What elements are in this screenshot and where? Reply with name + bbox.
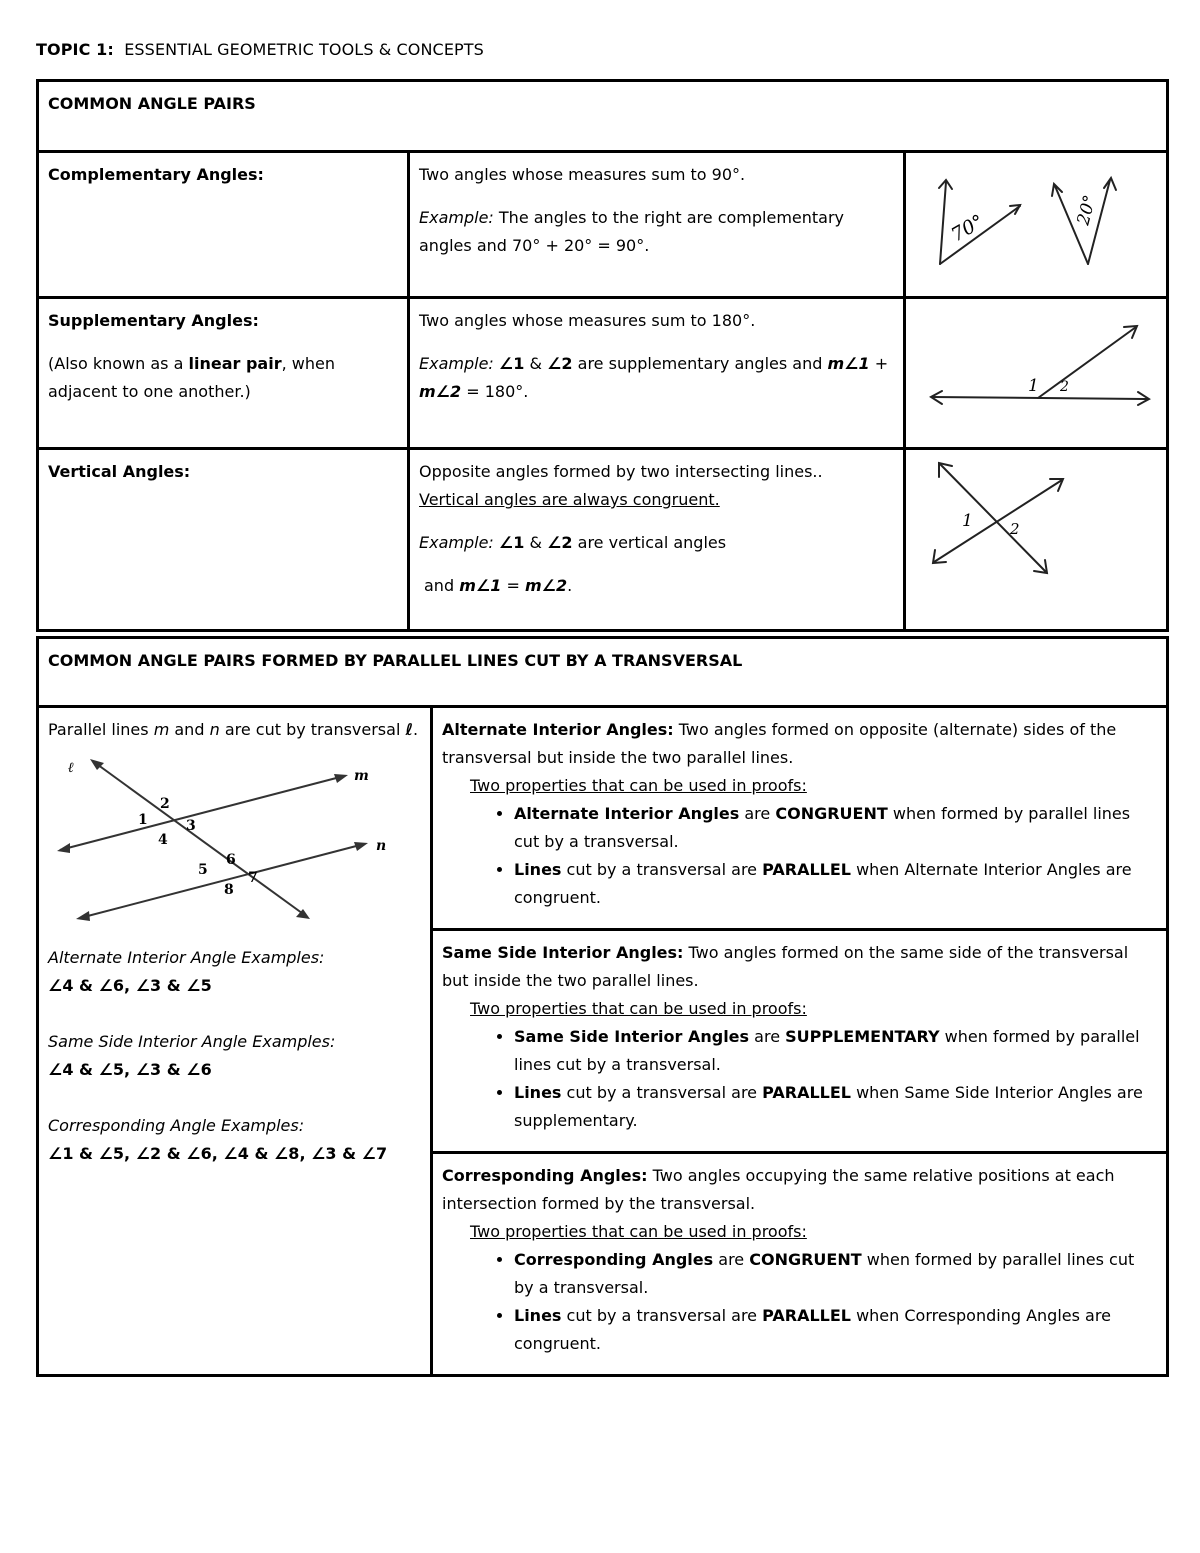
- label-n: n: [376, 838, 387, 854]
- same-side-examples: [48, 1028, 421, 1084]
- complementary-row: [38, 152, 1168, 298]
- label-8: 8: [224, 882, 234, 898]
- label-4: 4: [158, 832, 168, 848]
- corr-prop-1-mid: are: [718, 1250, 745, 1269]
- comp-label-20: 20°: [1073, 192, 1101, 227]
- complementary-figure-cell: [905, 152, 1168, 298]
- supplementary-definition: Two angles whose measures sum to 180°.: [419, 311, 756, 330]
- vertical-example-label: Example:: [419, 533, 494, 552]
- supplementary-example-label: Example:: [419, 354, 494, 373]
- page-title-topic: TOPIC 1:: [36, 40, 114, 59]
- intro-n: n: [209, 720, 220, 739]
- vertical-example: [419, 529, 894, 557]
- label-3: 3: [186, 818, 196, 834]
- same-prop-1-end: when formed by parallel lines cut by a transversal.: [514, 1027, 1140, 1074]
- vert-label-2: 2: [1010, 520, 1020, 538]
- alt-examples: [48, 944, 421, 1000]
- intro-text-3: are cut by transversal: [224, 720, 401, 739]
- corr-examples-values: ∠1 & ∠5, ∠2 & ∠6, ∠4 & ∠8, ∠3 & ∠7: [48, 1144, 388, 1163]
- corr-prop-2-end: when Corresponding Angles are congruent.: [514, 1306, 1111, 1353]
- same-props-heading: Two properties that can be used in proofs:: [470, 999, 807, 1018]
- same-prop-1-caps: SUPPLEMENTARY: [785, 1027, 940, 1046]
- vertical-row: [38, 449, 1168, 631]
- vert-line-2: [934, 480, 1062, 562]
- vert-measure-2: m∠2: [524, 576, 568, 595]
- intro-text-4: .: [413, 720, 419, 739]
- vertical-definition: Opposite angles formed by two intersecting lines..: [419, 462, 823, 481]
- same-prop-2-caps: PARALLEL: [762, 1083, 851, 1102]
- same-examples-title: Same Side Interior Angle Examples:: [48, 1032, 336, 1051]
- alt-prop-1-caps: CONGRUENT: [775, 804, 888, 823]
- corr-prop-2: [514, 1302, 1157, 1358]
- intro-text-1: Parallel lines: [48, 720, 149, 739]
- vert-amp: &: [529, 533, 542, 552]
- section2-header: COMMON ANGLE PAIRS FORMED BY PARALLEL LINES CUT BY A TRANSVERSAL: [38, 638, 1168, 707]
- intro-text-2: and: [174, 720, 205, 739]
- alt-prop-1: [514, 800, 1157, 856]
- corr-def: [442, 1162, 1157, 1218]
- alt-prop-2-end: when Alternate Interior Angles are congruent.: [514, 860, 1132, 907]
- supplementary-note-pre: (Also known as a: [48, 354, 184, 373]
- supp-measure-2: m∠2: [419, 382, 462, 401]
- alt-prop-1-bold: Alternate Interior Angles: [514, 804, 740, 823]
- complementary-example-text: The angles to the right are complementary angles and 70° + 20° = 90°.: [419, 208, 845, 255]
- label-2: 2: [160, 796, 170, 812]
- corr-prop-1-bold: Corresponding Angles: [514, 1250, 714, 1269]
- same-side-interior-cell: [432, 930, 1168, 1153]
- transversal-l: [94, 762, 306, 916]
- alt-examples-values: ∠4 & ∠6, ∠3 & ∠5: [48, 976, 212, 995]
- line-m: [60, 776, 344, 850]
- supp-ray: [1038, 327, 1136, 398]
- alt-prop-1-end: when formed by parallel lines cut by a transversal.: [514, 804, 1131, 851]
- alt-props-list: [442, 800, 1157, 912]
- comp-arrow-2b: [1104, 178, 1116, 190]
- complementary-label: Complementary Angles:: [48, 165, 264, 184]
- vertical-label: Vertical Angles:: [48, 462, 191, 481]
- transversal-examples-cell: [38, 707, 432, 1376]
- alt-prop-1-mid: are: [744, 804, 771, 823]
- same-prop-1-mid: are: [754, 1027, 781, 1046]
- vert-measure-1: m∠1: [459, 576, 502, 595]
- corr-definition: Two angles occupying the same relative positions at each intersection formed by the transversal.: [442, 1166, 1115, 1213]
- vertical-equality: [424, 572, 894, 600]
- intro-m: m: [153, 720, 170, 739]
- vert-angle-2: ∠2: [547, 533, 573, 552]
- alt-prop-2-mid: cut by a transversal are: [566, 860, 758, 879]
- supplementary-figure-cell: [905, 298, 1168, 449]
- label-l: ℓ: [68, 760, 74, 776]
- page-title-text: ESSENTIAL GEOMETRIC TOOLS & CONCEPTS: [124, 40, 484, 59]
- supp-example-end: = 180°.: [466, 382, 529, 401]
- alt-definition: Two angles formed on opposite (alternate) sides of the transversal but inside the two parallel lines.: [442, 720, 1117, 767]
- same-def: [442, 939, 1157, 995]
- same-prop-1-bold: Same Side Interior Angles: [514, 1027, 750, 1046]
- corr-prop-2-mid: cut by a transversal are: [566, 1306, 758, 1325]
- arrow-m-left: [57, 843, 70, 853]
- arrow-n: [354, 842, 368, 851]
- complementary-definition: Two angles whose measures sum to 90°.: [419, 165, 746, 184]
- label-6: 6: [226, 852, 236, 868]
- corr-prop-1: [514, 1246, 1157, 1302]
- complementary-example-label: Example:: [419, 208, 494, 227]
- vert-example-mid: are vertical angles: [577, 533, 727, 552]
- corr-prop-1-caps: CONGRUENT: [749, 1250, 862, 1269]
- corr-examples-title: Corresponding Angle Examples:: [48, 1116, 305, 1135]
- label-1: 1: [138, 812, 148, 828]
- same-prop-1: [514, 1023, 1157, 1079]
- alt-prop-2-bold: Lines: [514, 860, 562, 879]
- supplementary-angles-figure: [910, 313, 1160, 433]
- label-m: m: [354, 768, 369, 784]
- comp-ray-1a: [940, 182, 946, 264]
- complementary-angles-figure: [910, 160, 1160, 290]
- alt-props-heading: Two properties that can be used in proofs:: [470, 776, 807, 795]
- corr-prop-2-bold: Lines: [514, 1306, 562, 1325]
- alt-title: Alternate Interior Angles:: [442, 720, 674, 739]
- alt-examples-title: Alternate Interior Angle Examples:: [48, 948, 325, 967]
- corr-props-list: [442, 1246, 1157, 1358]
- section1-header: COMMON ANGLE PAIRS: [38, 81, 1168, 152]
- supplementary-example: [419, 350, 894, 406]
- same-title: Same Side Interior Angles:: [442, 943, 684, 962]
- alt-def: [442, 716, 1157, 772]
- corr-title: Corresponding Angles:: [442, 1166, 648, 1185]
- vertical-angles-figure: [910, 454, 1160, 584]
- alternate-interior-cell: [432, 707, 1168, 930]
- supp-angle-1: ∠1: [498, 354, 525, 373]
- corr-prop-2-caps: PARALLEL: [762, 1306, 851, 1325]
- same-definition: Two angles formed on the same side of the transversal but inside the two parallel lines.: [442, 943, 1129, 990]
- supp-plus: +: [874, 354, 889, 373]
- parallel-lines-table: [36, 636, 1169, 1377]
- alt-prop-2-caps: PARALLEL: [762, 860, 851, 879]
- supp-amp: &: [529, 354, 542, 373]
- supp-angle-2: ∠2: [547, 354, 573, 373]
- same-prop-2-end: when Same Side Interior Angles are supplementary.: [514, 1083, 1143, 1130]
- vert-and: and: [424, 576, 455, 595]
- same-props-list: [442, 1023, 1157, 1135]
- page-title: [36, 40, 484, 59]
- alt-prop-2: [514, 856, 1157, 912]
- vert-line-1: [940, 464, 1046, 572]
- vertical-congruent-note: Vertical angles are always congruent.: [419, 490, 720, 509]
- supp-example-mid: are supplementary angles and: [577, 354, 823, 373]
- supplementary-note-bold: linear pair: [188, 354, 282, 373]
- transversal-figure: [48, 746, 408, 926]
- label-7: 7: [248, 870, 258, 886]
- vert-eq: =: [506, 576, 520, 595]
- vertical-figure-cell: [905, 449, 1168, 631]
- arrow-n-left: [76, 911, 90, 921]
- supplementary-row: [38, 298, 1168, 449]
- common-angle-pairs-table: [36, 79, 1169, 632]
- same-prop-2-bold: Lines: [514, 1083, 562, 1102]
- vert-angle-1: ∠1: [498, 533, 525, 552]
- vert-label-1: 1: [962, 511, 973, 531]
- corresponding-cell: [432, 1153, 1168, 1376]
- supplementary-note: [48, 350, 398, 406]
- transversal-intro: [48, 716, 421, 744]
- complementary-example: [419, 204, 894, 260]
- supplementary-label: Supplementary Angles:: [48, 311, 259, 330]
- supp-measure-1: m∠1: [827, 354, 870, 373]
- intro-l: ℓ: [405, 720, 414, 739]
- vert-dot: .: [567, 576, 573, 595]
- corr-props-heading: Two properties that can be used in proofs:: [470, 1222, 807, 1241]
- supp-label-1: 1: [1028, 376, 1039, 396]
- label-5: 5: [198, 862, 208, 878]
- same-examples-values: ∠4 & ∠5, ∠3 & ∠6: [48, 1060, 212, 1079]
- same-prop-2-mid: cut by a transversal are: [566, 1083, 758, 1102]
- supplementary-note-post: , when adjacent to one another.): [48, 354, 335, 401]
- corresponding-examples: [48, 1112, 421, 1168]
- comp-label-70: 70°: [947, 209, 988, 246]
- arrow-m: [334, 774, 348, 783]
- corr-prop-1-end: when formed by parallel lines cut by a transversal.: [514, 1250, 1135, 1297]
- same-prop-2: [514, 1079, 1157, 1135]
- supp-label-2: 2: [1060, 379, 1069, 395]
